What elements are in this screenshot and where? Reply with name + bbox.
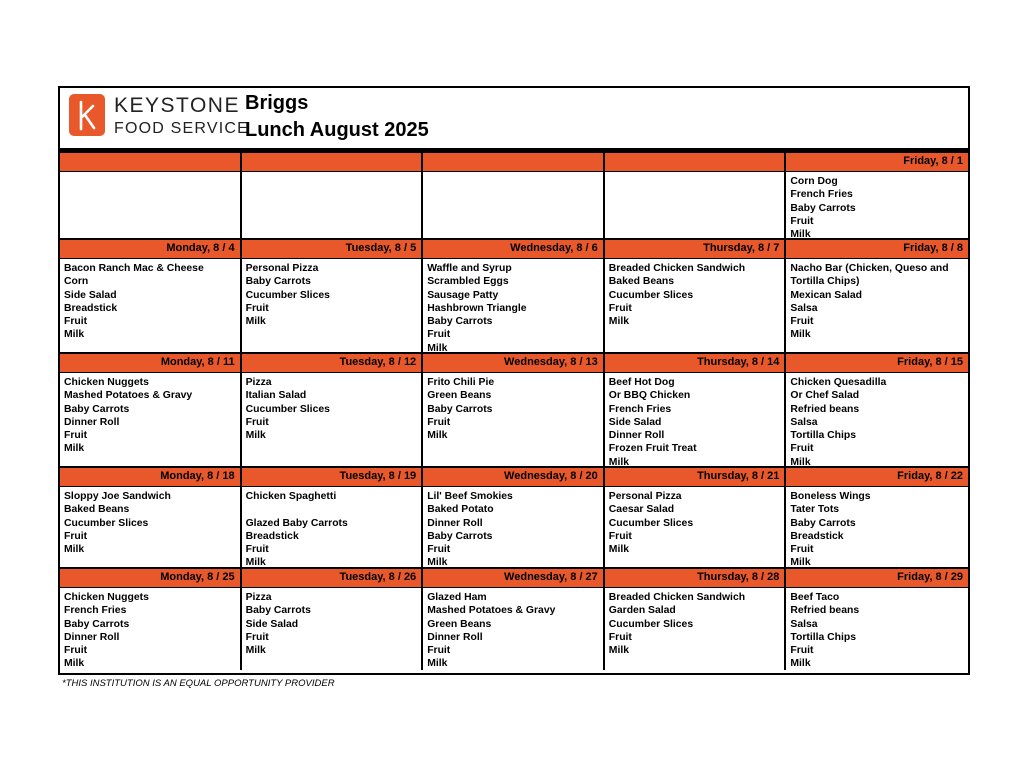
day-menu-cell xyxy=(60,259,242,354)
menu-item: Milk xyxy=(245,557,266,569)
menu-item: Refried beans xyxy=(790,403,860,415)
menu-item: Bacon Ranch Mac & Cheese xyxy=(64,263,204,274)
menu-item: Green Beans xyxy=(427,618,492,630)
menu-item: Chicken Nuggets xyxy=(64,592,149,603)
menu-item: Salsa xyxy=(790,302,818,314)
day-header: Monday, 8 / 18 xyxy=(60,468,242,487)
day-menu-cell xyxy=(423,259,605,354)
menu-item: Breadstick xyxy=(64,302,118,314)
day-header: Friday, 8 / 29 xyxy=(786,569,968,588)
day-menu-cell xyxy=(423,373,605,468)
menu-item: Fruit xyxy=(245,631,269,643)
menu-item: Baby Carrots xyxy=(427,530,493,542)
menu-item: Fruit xyxy=(790,443,814,455)
menu-item: Cucumber Slices xyxy=(608,517,694,529)
day-header: Monday, 8 / 25 xyxy=(60,569,242,588)
day-menu-cell xyxy=(423,172,605,240)
day-header xyxy=(605,153,787,172)
day-header: Wednesday, 8 / 6 xyxy=(423,240,605,259)
day-header xyxy=(60,153,242,172)
day-menu-cell xyxy=(60,487,242,569)
menu-item: Fruit xyxy=(427,329,451,341)
menu-item: Baby Carrots xyxy=(790,517,856,529)
menu-item: Or Chef Salad xyxy=(790,390,860,402)
day-header: Thursday, 8 / 28 xyxy=(605,569,787,588)
menu-item: Fruit xyxy=(64,316,88,328)
menu-item: Mexican Salad xyxy=(790,289,863,301)
menu-item: Lil' Beef Smokies xyxy=(427,491,513,502)
menu-item: Corn xyxy=(64,276,89,288)
menu-item: Scrambled Eggs xyxy=(427,276,509,288)
menu-item: Or BBQ Chicken xyxy=(608,390,691,402)
menu-item: Fruit xyxy=(427,544,451,556)
day-header: Monday, 8 / 4 xyxy=(60,240,242,259)
menu-item: Baby Carrots xyxy=(790,202,856,214)
menu-item: Fruit xyxy=(64,645,88,657)
menu-item: Beef Hot Dog xyxy=(608,377,675,388)
day-menu-cell xyxy=(242,487,424,569)
calendar-header xyxy=(60,88,968,148)
menu-item: Fruit xyxy=(608,530,632,542)
logo-text-keystone: KEYSTONE xyxy=(114,94,240,117)
menu-item: Breaded Chicken Sandwich xyxy=(608,592,746,603)
menu-item: Boneless Wings xyxy=(790,491,871,502)
day-header: Wednesday, 8 / 13 xyxy=(423,354,605,373)
menu-item: Italian Salad xyxy=(245,390,307,402)
day-menu-cell xyxy=(605,487,787,569)
menu-item: Tortilla Chips xyxy=(790,430,857,442)
menu-item: Side Salad xyxy=(64,289,117,301)
menu-item: Fruit xyxy=(790,316,814,328)
menu-title: Lunch August 2025 xyxy=(245,119,429,141)
menu-item: Cucumber Slices xyxy=(245,289,330,301)
menu-item: Milk xyxy=(64,658,85,670)
day-header xyxy=(423,153,605,172)
menu-item: Salsa xyxy=(790,618,818,630)
day-header: Friday, 8 / 22 xyxy=(786,468,968,487)
day-menu-cell xyxy=(242,588,424,670)
menu-item: Green Beans xyxy=(427,390,492,402)
day-menu-cell xyxy=(605,172,787,240)
day-header: Tuesday, 8 / 5 xyxy=(242,240,424,259)
menu-item: Fruit xyxy=(245,544,269,556)
menu-item: French Fries xyxy=(790,189,853,201)
menu-item: Fruit xyxy=(790,645,814,657)
day-header: Wednesday, 8 / 27 xyxy=(423,569,605,588)
menu-item: Fruit xyxy=(427,645,451,657)
menu-item: Dinner Roll xyxy=(64,631,120,643)
day-menu-cell xyxy=(605,373,787,468)
menu-item: Baby Carrots xyxy=(427,403,493,415)
menu-item: Cucumber Slices xyxy=(245,403,330,415)
menu-item: Milk xyxy=(427,342,448,354)
menu-item: Refried beans xyxy=(790,605,860,617)
day-menu-cell xyxy=(423,588,605,670)
menu-item: Pizza xyxy=(245,592,272,603)
menu-item: Glazed Ham xyxy=(427,592,487,603)
menu-item: Corn Dog xyxy=(790,176,838,187)
menu-item: Breadstick xyxy=(245,530,299,542)
menu-item: French Fries xyxy=(608,403,672,415)
day-header: Friday, 8 / 1 xyxy=(786,153,968,172)
menu-item: Baked Beans xyxy=(608,276,675,288)
keystone-logo-icon xyxy=(69,94,105,136)
menu-item: Chicken Nuggets xyxy=(64,377,149,388)
menu-item: Tortilla Chips xyxy=(790,631,857,643)
day-header xyxy=(242,153,424,172)
menu-item: Chicken Spaghetti xyxy=(245,491,337,502)
menu-item: Breadstick xyxy=(790,530,844,542)
menu-item: Dinner Roll xyxy=(427,517,483,529)
menu-item: Milk xyxy=(245,645,266,657)
menu-item: Milk xyxy=(608,456,630,468)
logo-text-food-service: FOOD SERVICE xyxy=(114,120,250,137)
menu-item: Milk xyxy=(790,229,811,240)
menu-item: Sausage Patty xyxy=(427,289,499,301)
menu-item: Caesar Salad xyxy=(608,504,675,516)
menu-item: Baby Carrots xyxy=(64,403,130,415)
menu-item: Milk xyxy=(427,430,448,442)
menu-item: Milk xyxy=(790,456,811,468)
day-menu-cell xyxy=(423,487,605,569)
menu-item: Milk xyxy=(790,557,811,569)
day-menu-cell xyxy=(605,588,787,670)
day-header: Tuesday, 8 / 26 xyxy=(242,569,424,588)
menu-item: Milk xyxy=(245,430,266,442)
menu-item: Mashed Potatoes & Gravy xyxy=(64,390,193,402)
menu-item: Baby Carrots xyxy=(245,276,311,288)
day-menu-cell xyxy=(786,487,968,569)
day-header: Friday, 8 / 15 xyxy=(786,354,968,373)
menu-item: Fruit xyxy=(790,215,814,227)
menu-item: Tortilla Chips) xyxy=(790,276,860,288)
menu-item: Fruit xyxy=(427,416,451,428)
menu-item: Baked Potato xyxy=(427,504,494,516)
menu-item: Fruit xyxy=(64,430,88,442)
day-menu-cell xyxy=(605,259,787,354)
menu-item: Tater Tots xyxy=(790,504,840,516)
menu-item: Breaded Chicken Sandwich xyxy=(608,263,746,274)
menu-item: Fruit xyxy=(608,302,632,314)
day-menu-cell xyxy=(60,588,242,670)
menu-item: Milk xyxy=(427,557,448,569)
menu-item: Milk xyxy=(64,329,85,341)
day-menu-cell xyxy=(60,373,242,468)
menu-item: Side Salad xyxy=(245,618,299,630)
calendar-grid xyxy=(60,153,968,670)
menu-item: Personal Pizza xyxy=(608,491,682,502)
menu-item: Baby Carrots xyxy=(427,316,493,328)
menu-item: Glazed Baby Carrots xyxy=(245,517,348,529)
menu-item: Cucumber Slices xyxy=(608,618,694,630)
menu-item: Milk xyxy=(427,658,448,670)
menu-item: Milk xyxy=(245,316,266,328)
menu-item: Frito Chili Pie xyxy=(427,377,495,388)
menu-item: Milk xyxy=(608,316,630,328)
footnote: *THIS INSTITUTION IS AN EQUAL OPPORTUNITY PROVIDER xyxy=(62,678,335,689)
day-menu-cell xyxy=(786,172,968,240)
day-header: Thursday, 8 / 21 xyxy=(605,468,787,487)
day-menu-cell xyxy=(786,373,968,468)
menu-item: Mashed Potatoes & Gravy xyxy=(427,605,556,617)
menu-item: Pizza xyxy=(245,377,272,388)
menu-item: Fruit xyxy=(245,416,269,428)
day-header: Thursday, 8 / 7 xyxy=(605,240,787,259)
day-menu-cell xyxy=(786,259,968,354)
menu-item: Side Salad xyxy=(608,416,662,428)
menu-item: Fruit xyxy=(245,302,269,314)
menu-item: Sloppy Joe Sandwich xyxy=(64,491,171,502)
menu-item: Cucumber Slices xyxy=(608,289,694,301)
day-header: Wednesday, 8 / 20 xyxy=(423,468,605,487)
day-header: Monday, 8 / 11 xyxy=(60,354,242,373)
menu-item: Dinner Roll xyxy=(608,430,665,442)
menu-item: Salsa xyxy=(790,416,818,428)
menu-item: Waffle and Syrup xyxy=(427,263,512,274)
menu-item: Garden Salad xyxy=(608,605,676,617)
menu-item: French Fries xyxy=(64,605,127,617)
menu-item: Milk xyxy=(608,544,630,556)
day-header: Thursday, 8 / 14 xyxy=(605,354,787,373)
menu-item: Milk xyxy=(64,544,85,556)
day-menu-cell xyxy=(786,588,968,670)
menu-item: Fruit xyxy=(64,530,88,542)
menu-item: Hashbrown Triangle xyxy=(427,302,527,314)
day-header: Tuesday, 8 / 19 xyxy=(242,468,424,487)
menu-item: Milk xyxy=(64,443,85,455)
day-menu-cell xyxy=(242,172,424,240)
day-menu-cell xyxy=(242,259,424,354)
day-header: Tuesday, 8 / 12 xyxy=(242,354,424,373)
menu-item: Baby Carrots xyxy=(64,618,130,630)
menu-item: Milk xyxy=(790,329,811,341)
menu-item: Dinner Roll xyxy=(427,631,483,643)
school-name: Briggs xyxy=(245,92,309,114)
menu-item: Chicken Quesadilla xyxy=(790,377,887,388)
menu-item: Baked Beans xyxy=(64,504,130,516)
menu-item: Frozen Fruit Treat xyxy=(608,443,697,455)
day-header: Friday, 8 / 8 xyxy=(786,240,968,259)
menu-item: Cucumber Slices xyxy=(64,517,149,529)
day-menu-cell xyxy=(242,373,424,468)
menu-item: Baby Carrots xyxy=(245,605,311,617)
menu-item: Fruit xyxy=(608,631,632,643)
menu-item: Milk xyxy=(608,645,630,657)
menu-item: Beef Taco xyxy=(790,592,840,603)
menu-item: Dinner Roll xyxy=(64,416,120,428)
menu-calendar xyxy=(58,86,970,675)
menu-item: Personal Pizza xyxy=(245,263,319,274)
menu-item: Nacho Bar (Chicken, Queso and xyxy=(790,263,949,274)
menu-item: Milk xyxy=(790,658,811,670)
day-menu-cell xyxy=(60,172,242,240)
menu-item: Fruit xyxy=(790,544,814,556)
menu-item xyxy=(246,503,418,516)
